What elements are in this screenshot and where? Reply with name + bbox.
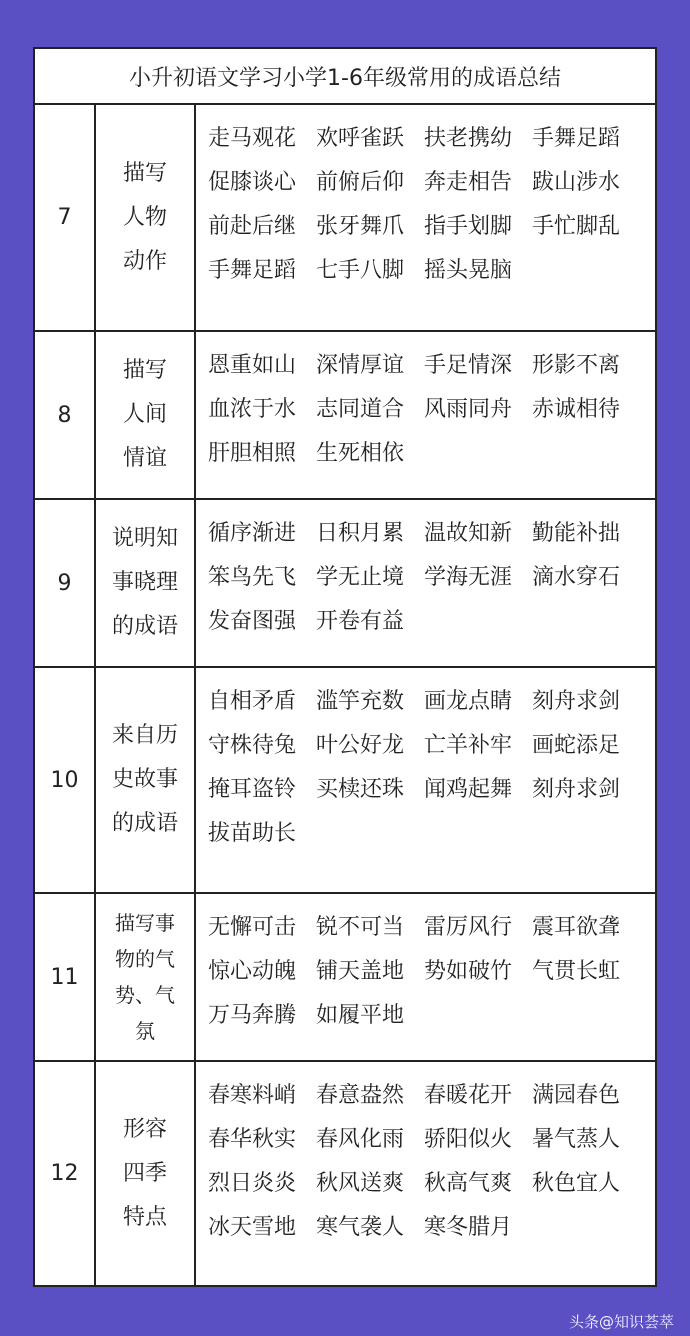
- idiom: 深情厚谊: [316, 353, 405, 378]
- idiom: 温故知新: [424, 521, 513, 546]
- idiom: 滴水穿石: [532, 565, 621, 590]
- category-text: 描写 人间 情谊: [122, 358, 167, 471]
- row-category: [96, 1062, 196, 1285]
- idiom: 冰天雪地: [208, 1215, 297, 1240]
- idiom: 前赴后继: [208, 214, 297, 239]
- idiom: 滥竽充数: [316, 689, 405, 714]
- table-row: [35, 1062, 655, 1285]
- idiom: 手足情深: [424, 353, 513, 378]
- idiom: 奔走相告: [424, 170, 513, 195]
- idiom: 寒冬腊月: [424, 1215, 513, 1240]
- category-text: 说明知 事晓理 的成语: [111, 526, 178, 639]
- idiom-list: [196, 500, 655, 666]
- idiom: 生死相依: [316, 441, 405, 466]
- idiom: 骄阳似火: [424, 1127, 513, 1152]
- idiom: 暑气蒸人: [532, 1127, 621, 1152]
- idiom: 走马观花: [208, 126, 297, 151]
- watermark: 头条@知识荟萃: [568, 1313, 674, 1331]
- idiom: 拔苗助长: [208, 821, 297, 846]
- idiom: 张牙舞爪: [316, 214, 405, 239]
- idiom: 跋山涉水: [532, 170, 621, 195]
- idiom: 形影不离: [532, 353, 621, 378]
- idiom: 循序渐进: [208, 521, 297, 546]
- idiom: 秋色宜人: [532, 1171, 621, 1196]
- idiom-list: [196, 105, 655, 330]
- row-category: [96, 894, 196, 1060]
- idiom: 买椟还珠: [316, 777, 405, 802]
- idiom: 发奋图强: [208, 609, 297, 634]
- table-row: [35, 668, 655, 894]
- idiom: 春风化雨: [316, 1127, 405, 1152]
- idiom: 闻鸡起舞: [424, 777, 513, 802]
- idiom: 秋风送爽: [316, 1171, 405, 1196]
- row-category: [96, 668, 196, 892]
- idiom-list: [196, 668, 655, 892]
- row-number: 8: [35, 332, 96, 498]
- idiom: 七手八脚: [316, 258, 405, 283]
- idiom: 画龙点睛: [424, 689, 513, 714]
- idiom-list: [196, 1062, 655, 1285]
- table-row: [35, 332, 655, 500]
- row-number: 7: [35, 105, 96, 330]
- row-number: 10: [35, 668, 96, 892]
- idiom: 摇头晃脑: [424, 258, 513, 283]
- idiom: 烈日炎炎: [208, 1171, 297, 1196]
- idiom: 日积月累: [316, 521, 405, 546]
- idiom: 惊心动魄: [208, 959, 297, 984]
- idiom: 手忙脚乱: [532, 214, 621, 239]
- row-category: [96, 332, 196, 498]
- idiom: 开卷有益: [316, 609, 405, 634]
- category-text: 描写 人物 动作: [122, 160, 167, 274]
- idiom: 恩重如山: [208, 353, 297, 378]
- idiom: 学海无涯: [424, 565, 513, 590]
- category-text: 形容 四季 特点: [122, 1116, 167, 1230]
- idiom: 笨鸟先飞: [208, 565, 297, 590]
- idiom: 叶公好龙: [316, 733, 405, 758]
- idiom: 指手划脚: [424, 214, 513, 239]
- row-category: [96, 105, 196, 330]
- idiom: 掩耳盗铃: [208, 777, 297, 802]
- row-number: 12: [35, 1062, 96, 1285]
- idiom: 手舞足蹈: [208, 258, 297, 283]
- table-row: [35, 894, 655, 1062]
- category-text: 来自历 史故事 的成语: [111, 723, 178, 836]
- idiom: 手舞足蹈: [532, 126, 621, 151]
- idiom: 震耳欲聋: [532, 915, 621, 940]
- idiom: 气贯长虹: [532, 959, 621, 984]
- idiom: 雷厉风行: [424, 915, 513, 940]
- idiom: 学无止境: [316, 565, 405, 590]
- category-text: 描写事 物的气 势、气 氛: [115, 911, 175, 1043]
- idiom: 春华秋实: [208, 1127, 297, 1152]
- idiom: 勤能补拙: [532, 521, 621, 546]
- idiom: 锐不可当: [316, 915, 405, 940]
- table-title: 小升初语文学习小学1-6年级常用的成语总结: [35, 49, 655, 105]
- row-category: [96, 500, 196, 666]
- idiom: 志同道合: [316, 397, 405, 422]
- idiom: 肝胆相照: [208, 441, 297, 466]
- idiom-list: [196, 894, 655, 1060]
- idiom: 春暖花开: [424, 1083, 513, 1108]
- idiom: 铺天盖地: [316, 959, 405, 984]
- idiom: 寒气袭人: [316, 1215, 405, 1240]
- idiom: 扶老携幼: [424, 126, 513, 151]
- idiom: 秋高气爽: [424, 1171, 513, 1196]
- idiom-list: [196, 332, 655, 498]
- idiom: 亡羊补牢: [424, 733, 513, 758]
- idiom: 春寒料峭: [208, 1083, 297, 1108]
- idiom: 自相矛盾: [208, 689, 297, 714]
- idiom: 促膝谈心: [208, 170, 297, 195]
- table-row: [35, 105, 655, 332]
- idiom: 守株待兔: [208, 733, 297, 758]
- idiom: 风雨同舟: [424, 397, 513, 422]
- idiom: 刻舟求剑: [532, 777, 621, 802]
- idiom: 赤诚相待: [532, 397, 621, 422]
- idiom: 前俯后仰: [316, 170, 405, 195]
- idiom: 画蛇添足: [532, 733, 621, 758]
- idiom: 满园春色: [532, 1083, 621, 1108]
- idiom: 如履平地: [316, 1003, 405, 1028]
- idiom-table: [33, 47, 657, 1287]
- row-number: 9: [35, 500, 96, 666]
- idiom: 势如破竹: [424, 959, 513, 984]
- row-number: 11: [35, 894, 96, 1060]
- idiom: 刻舟求剑: [532, 689, 621, 714]
- idiom: 春意盎然: [316, 1083, 405, 1108]
- idiom: 血浓于水: [208, 397, 297, 422]
- idiom: 万马奔腾: [208, 1003, 297, 1028]
- idiom: 无懈可击: [208, 915, 297, 940]
- table-row: [35, 500, 655, 668]
- idiom: 欢呼雀跃: [316, 126, 405, 151]
